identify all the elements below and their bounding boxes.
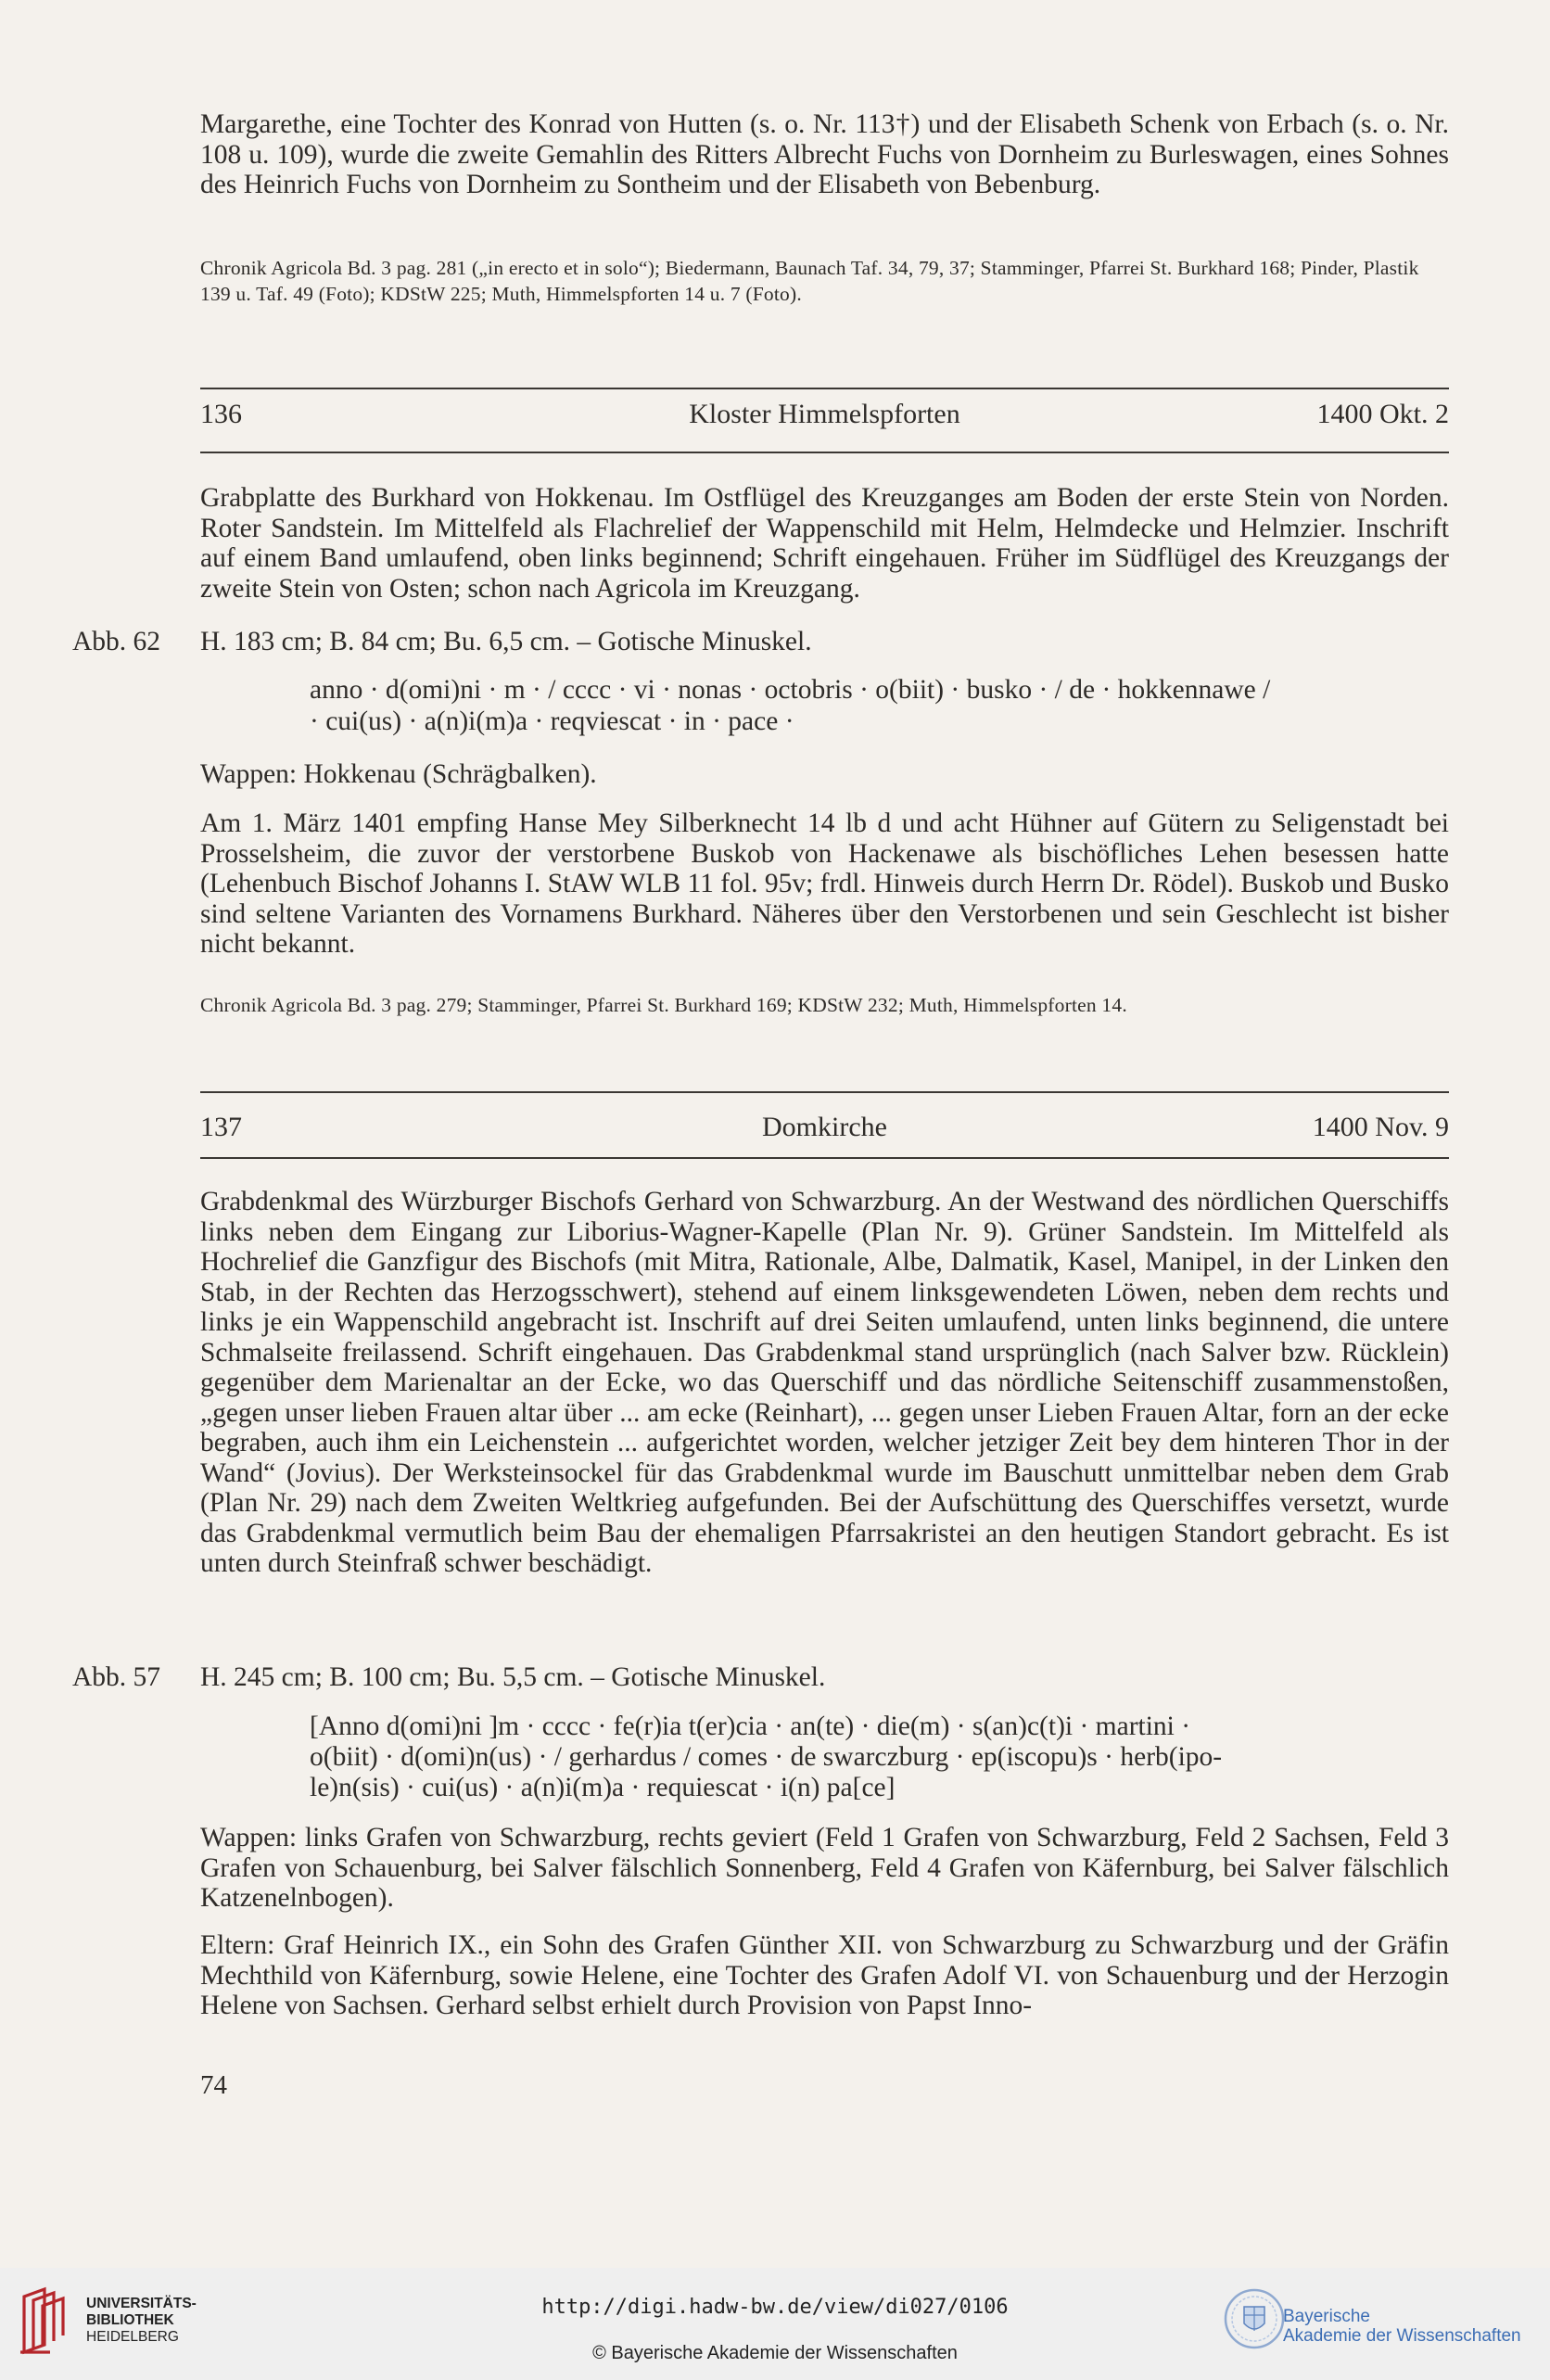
entry-136-top-rule [200, 388, 1449, 389]
entry-137-wappen: Wappen: links Grafen von Schwarzburg, rechts geviert (Feld 1 Grafen von Schwarzburg, Feld 2 Sachsen, Feld 3 Grafen von Schauenburg, bei Salver fälschlich Sonnenberg, Feld 4 Grafen von Käfernburg, bei Salver fälschlich Katzenelnbogen). [200, 1823, 1449, 1913]
entry-137-inscription-line-1: [Anno d(omi)ni ]m · cccc · fe(r)ia t(er)cia · an(te) · die(m) · s(an)c(t)i · martini · [310, 1712, 1191, 1741]
entry-136-wappen: Wappen: Hokkenau (Schrägbalken). [200, 759, 597, 789]
entry-136-commentary: Am 1. März 1401 empfing Hanse Mey Silberknecht 14 lb d und acht Hühner auf Gütern zu Seligenstadt bei Prosselsheim, die zuvor der verstorbene Buskob von Hackenawe als bischöfliches Lehen besessen hatte (Lehenbuch Bischof Johanns I. StAW WLB 11 fol. 95v; frdl. Hinweis durch Herrn Dr. Rödel). Buskob und Busko sind seltene Varianten des Vornamens Burkhard. Näheres über den Verstorbenen und sein Geschlecht ist bisher nicht bekannt. [200, 808, 1449, 959]
library-name-line-3: HEIDELBERG [86, 2329, 179, 2345]
entry-137-inscription-line-2: o(biit) · d(omi)n(us) · / gerhardus / comes · de swarczburg · ep(iscopu)s · herb(ipo- [310, 1742, 1223, 1772]
page-number: 74 [200, 2070, 227, 2100]
library-name-line-1: UNIVERSITÄTS- [86, 2296, 197, 2311]
entry-137-top-rule [200, 1091, 1449, 1093]
library-name-line-2: BIBLIOTHEK [86, 2312, 174, 2328]
copyright-notice: © Bayerische Akademie der Wissenschaften [592, 2343, 958, 2363]
entry-136-inscription-line-1: anno · d(omi)ni · m · / cccc · vi · nonas · octobris · o(biit) · busko · / de · hokkennawe / [310, 675, 1271, 705]
intro-references: Chronik Agricola Bd. 3 pag. 281 („in erecto et in solo“); Biedermann, Baunach Taf. 34, 79, 37; Stamminger, Pfarrei St. Burkhard 168; Pinder, Plastik 139 u. Taf. 49 (Foto); KDStW 225; Muth, Himmelspforten 14 u. 7 (Foto). [200, 257, 1419, 305]
entry-137-bottom-rule [200, 1157, 1449, 1159]
entry-136-references: Chronik Agricola Bd. 3 pag. 279; Stamminger, Pfarrei St. Burkhard 169; KDStW 232; Muth, Himmelspforten 14. [200, 994, 1127, 1016]
academy-name-line-1: Bayerische [1283, 2307, 1370, 2326]
entry-136-description: Grabplatte des Burkhard von Hokkenau. Im Ostflügel des Kreuzganges am Boden der erste Stein von Norden. Roter Sandstein. Im Mittelfeld als Flachrelief der Wappenschild mit Helm, Helmdecke und Helmzier. Inschrift auf einem Band umlaufend, oben links beginnend; Schrift eingehauen. Früher im Südflügel des Kreuzgangs der zweite Stein von Osten; schon nach Agricola im Kreuzgang. [200, 483, 1449, 604]
entry-137-inscription-line-3: le)n(sis) · cui(us) · a(n)i(m)a · requiescat · i(n) pa[ce] [310, 1773, 896, 1802]
academy-name-line-2: Akademie der Wissenschaften [1283, 2326, 1521, 2346]
entry-136-date: 1400 Okt. 2 [1316, 399, 1449, 429]
entry-136-inscription-line-2: · cui(us) · a(n)i(m)a · reqviescat · in · pace · [310, 706, 794, 736]
entry-136-measures: H. 183 cm; B. 84 cm; Bu. 6,5 cm. – Gotische Minuskel. [200, 627, 812, 656]
academy-name [1283, 2307, 1521, 2346]
entry-137-eltern: Eltern: Graf Heinrich IX., ein Sohn des Grafen Günther XII. von Schwarzburg zu Schwarzburg und der Gräfin Mechthild von Käfernburg, sowie Helene, eine Tochter des Grafen Adolf VI. von Schauenburg und der Herzogin Helene von Sachsen. Gerhard selbst erhielt durch Provision von Papst Inno- [200, 1930, 1449, 2020]
entry-137-description: Grabdenkmal des Würzburger Bischofs Gerhard von Schwarzburg. An der Westwand des nördlichen Querschiffs links neben dem Eingang zur Liborius-Wagner-Kapelle (Plan Nr. 9). Grüner Sandstein. Im Mittelfeld als Hochrelief die Ganzfigur des Bischofs (mit Mitra, Rationale, Albe, Dalmatik, Kasel, Manipel, in der Linken den Stab, in der Rechten das Herzogsschwert), stehend auf einem linksgewendeten Löwen, neben dem rechts und links je ein Wappenschild angebracht ist. Inschrift auf drei Seiten umlaufend, unten links beginnend, die untere Schmalseite freilassend. Schrift eingehauen. Das Grabdenkmal stand ursprünglich (nach Salver bzw. Rücklein) gegenüber dem Marienaltar an der Ecke, wo das Querschiff und das nördliche Seitenschiff zusammenstoßen, „gegen unser lieben Frauen altar über ... am ecke (Reinhart), ... gegen unser Lieben Frauen Altar, forn an der ecke begraben, auch ihm ein Leichenstein ... aufgerichtet worden, welcher jetziger Zeit bey dem hinteren Thor in der Wand“ (Jovius). Der Werksteinsockel für das Grabdenkmal wurde im Bauschutt unmittelbar neben dem Grab (Plan Nr. 29) nach dem Zweiten Weltkrieg aufgefunden. Bei der Aufschüttung des Querschiffes versetzt, wurde das Grabdenkmal vermutlich beim Bau der ehemaligen Pfarrsakristei an den heutigen Standort gebracht. Es ist unten durch Steinfraß schwer beschädigt. [200, 1187, 1449, 1578]
entry-137-figure-ref: Abb. 57 [72, 1662, 161, 1692]
entry-136-bottom-rule [200, 452, 1449, 453]
intro-paragraph: Margarethe, eine Tochter des Konrad von Hutten (s. o. Nr. 113†) und der Elisabeth Schenk von Erbach (s. o. Nr. 108 u. 109), wurde die zweite Gemahlin des Ritters Albrecht Fuchs von Dornheim zu Burleswagen, eines Sohnes des Heinrich Fuchs von Dornheim zu Sontheim und der Elisabeth von Bebenburg. [200, 109, 1449, 199]
entry-137-date: 1400 Nov. 9 [1312, 1112, 1449, 1142]
entry-136-number: 136 [200, 399, 242, 429]
entry-137-measures: H. 245 cm; B. 100 cm; Bu. 5,5 cm. – Gotische Minuskel. [200, 1662, 826, 1692]
entry-137-number: 137 [200, 1112, 242, 1142]
academy-seal-icon [1222, 2286, 1287, 2351]
entry-136-figure-ref: Abb. 62 [72, 627, 161, 656]
entry-136-place: Kloster Himmelspforten [689, 399, 960, 429]
permalink-url[interactable]: http://digi.hadw-bw.de/view/di027/0106 [541, 2296, 1009, 2319]
entry-137-place: Domkirche [762, 1112, 887, 1142]
